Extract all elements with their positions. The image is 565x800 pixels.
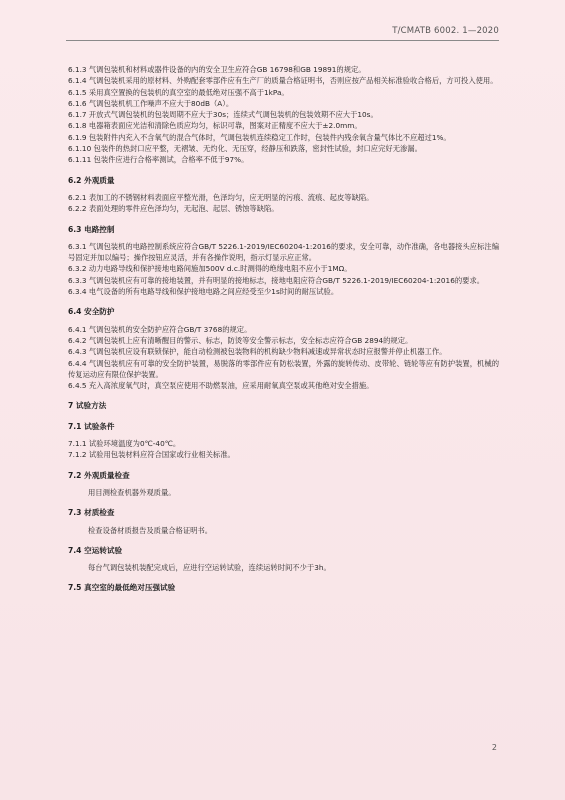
document-body — [68, 64, 499, 594]
section-heading: 7.2 外观质量检查 — [68, 470, 130, 480]
section-heading: 7.4 空运转试验 — [68, 545, 123, 555]
section-heading: 6.2 外观质量 — [68, 175, 115, 185]
spacer — [68, 498, 499, 507]
spacer — [68, 297, 499, 306]
clause-paragraph: 6.1.8 电器箱表面应光洁和清除色质应均匀，标识可靠，图案对正精度不应大于±2.0mm。 — [68, 121, 362, 131]
section-heading: 6.3 电路控制 — [68, 224, 115, 234]
spacer — [68, 573, 499, 582]
clause-paragraph: 6.1.9 包装附件内充入不含氧气的混合气体时，气调包装机连续稳定工作时，包装件内残余氧含量气体比不应超过1%。 — [68, 132, 451, 142]
clause-paragraph: 6.3.4 电气设备的所有电路导线和保护接地电路之间应经受至少1s时间的耐压试验。 — [68, 287, 339, 297]
clause-paragraph: 7.1.1 试验环境温度为0℃-40℃。 — [68, 439, 181, 449]
section-heading: 7.5 真空室的最低绝对压强试验 — [68, 583, 176, 593]
clause-paragraph: 检查设备材质报告及质量合格证明书。 — [88, 525, 213, 535]
standard-code-header: T/CMATB 6002. 1—2020 — [392, 26, 499, 36]
clause-paragraph: 6.3.3 气调包装机应有可靠的接地装置，并有明显的接地标志，接地电阻应符合GB/T 5226.1-2019/IEC60204-1:2016的要求。 — [68, 275, 485, 285]
clause-paragraph: 用目测检查机器外观质量。 — [88, 487, 176, 497]
spacer — [68, 412, 499, 421]
clause-paragraph: 6.1.4 气调包装机采用的原材料、外购配套零部件应有生产厂的质量合格证明书，否则应按产品相关标准验收合格后，方可投入使用。 — [68, 76, 498, 86]
spacer — [68, 536, 499, 545]
spacer — [68, 215, 499, 224]
clause-paragraph: 6.2.1 表加工的不锈钢材料表面应平整光滑，色泽均匀，应无明显的污痕、流痕、起皮等缺陷。 — [68, 192, 374, 202]
clause-paragraph: 6.1.10 包装件的热封口应平整，无褶皱、无灼化、无压穿，经静压和跌落，密封性试验，封口应完好无渗漏。 — [68, 144, 422, 154]
clause-paragraph: 6.4.4 气调包装机应有可靠的安全防护装置，易脱落的零部件应有防松装置，外露的旋转传动、皮带轮、链轮等应有防护装置，机械的传复运动应有限位保护装置。 — [68, 358, 499, 379]
clause-paragraph: 6.1.11 包装件应进行合格率测试，合格率不低于97%。 — [68, 155, 249, 165]
section-heading: 7.1 试验条件 — [68, 421, 115, 431]
clause-paragraph: 7.1.2 试验用包装材料应符合国家或行业相关标准。 — [68, 450, 235, 460]
clause-paragraph: 6.1.5 采用真空置换的包装机的真空室的最低绝对压强不高于1kPa。 — [68, 87, 289, 97]
clause-paragraph: 每台气调包装机装配完成后，应进行空运转试验，连续运转时间不少于3h。 — [88, 563, 331, 573]
header-divider — [66, 40, 499, 41]
section-heading: 6.4 安全防护 — [68, 307, 115, 317]
clause-paragraph: 6.4.5 充入高浓度氧气时，真空泵应使用不助燃泵油，应采用耐氧真空泵或其他绝对安全措施。 — [68, 381, 374, 391]
clause-paragraph: 6.2.2 表面处理的零件应色泽均匀，无起泡、起层、锈蚀等缺陷。 — [68, 204, 279, 214]
section-heading: 7.3 材质检查 — [68, 508, 115, 518]
page-number: 2 — [491, 743, 497, 752]
clause-paragraph: 6.1.7 开放式气调包装机的包装周期不应大于30s；连续式气调包装机的包装效期不应大于10s。 — [68, 110, 378, 120]
clause-paragraph: 6.4.3 气调包装机应设有联锁保护，能自动检测被包装物料的机构缺少物料减速或异常状态时应报警并停止机器工作。 — [68, 347, 447, 357]
clause-paragraph: 6.1.3 气调包装机和材料或器件设备的内的安全卫生应符合GB 16798和GB 19891的规定。 — [68, 65, 366, 74]
clause-paragraph: 6.3.2 动力电路导线和保护接地电路间施加500V d.c.时测得的绝缘电阻不应小于1MΩ。 — [68, 264, 352, 274]
spacer — [68, 461, 499, 470]
section-heading: 7 试验方法 — [68, 401, 107, 411]
spacer — [68, 391, 499, 400]
clause-paragraph: 6.3.1 气调包装机的电路控制系统应符合GB/T 5226.1-2019/IEC60204-1:2016的要求，安全可靠，动作准确，各电器接头应标注编号固定并加以编号；操作按钮应灵活，并有各操作说明，指示灯显示应正常。 — [68, 241, 499, 263]
spacer — [68, 166, 499, 175]
clause-paragraph: 6.4.1 气调包装机的安全防护应符合GB/T 3768的规定。 — [68, 324, 252, 334]
clause-paragraph: 6.4.2 气调包装机上应有清晰醒目的警示、标志，防烫等安全警示标志，安全标志应符合GB 2894的规定。 — [68, 335, 413, 345]
clause-paragraph: 6.1.6 气调包装机机工作噪声不应大于80dB（A）。 — [68, 98, 234, 108]
